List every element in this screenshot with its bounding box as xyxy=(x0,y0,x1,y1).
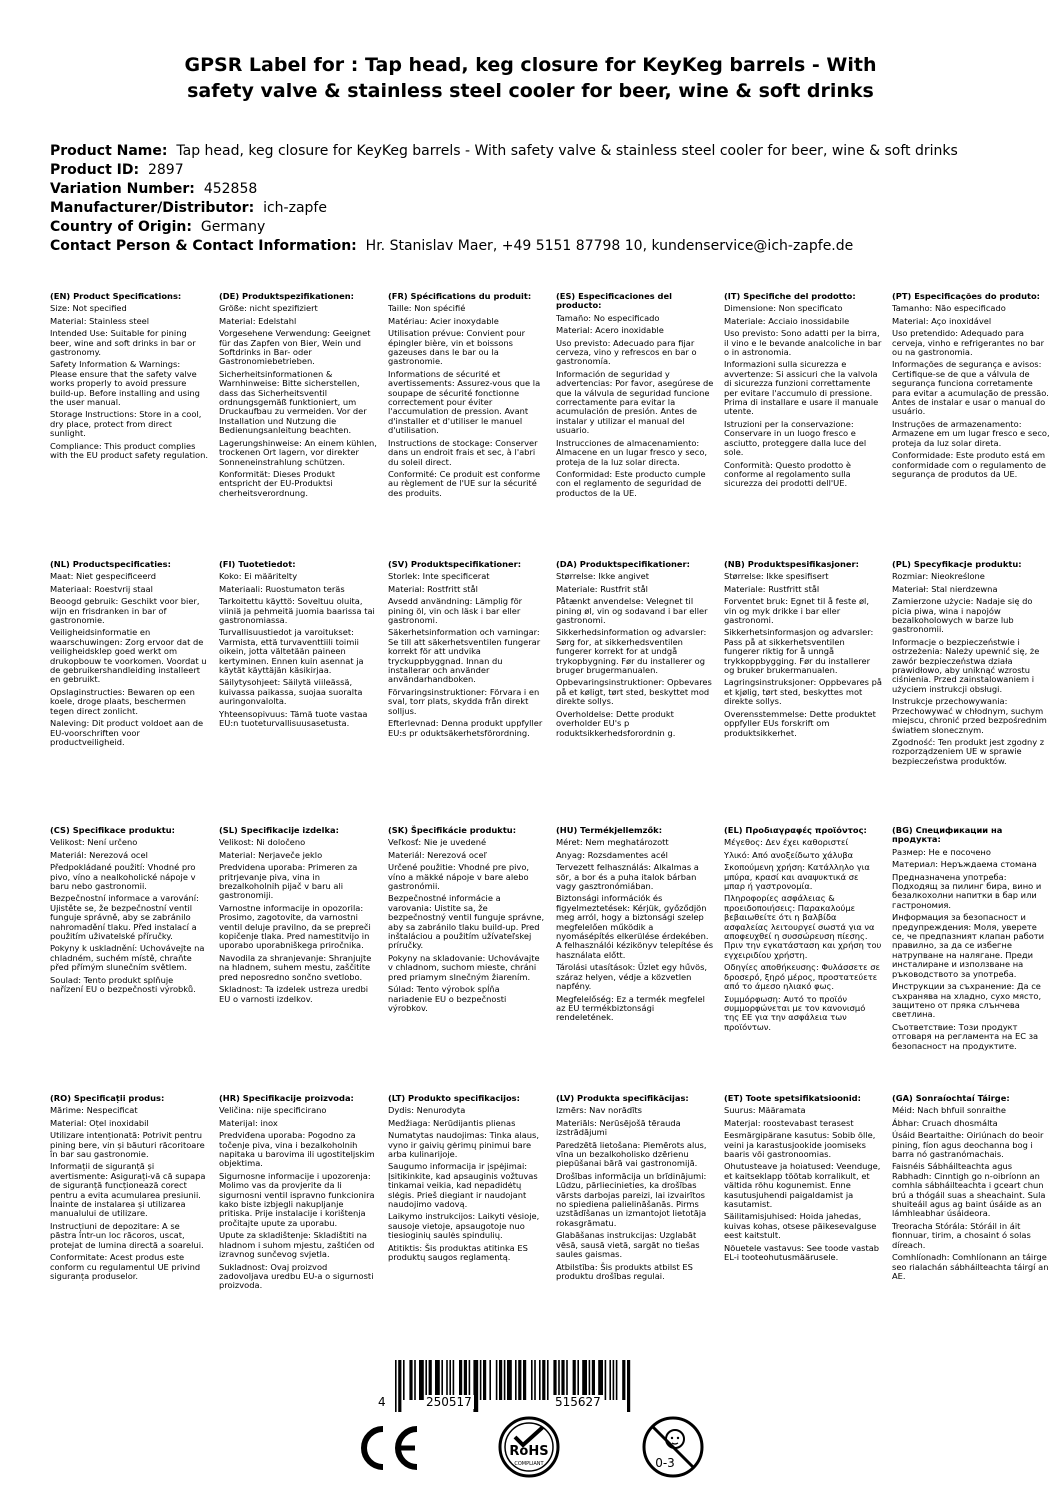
spec-paragraph: Material: Edelstahl xyxy=(219,315,297,326)
spec-paragraph: Overholdelse: Dette produkt overholder EU's p roduktsikkerhedsforordnin g. xyxy=(556,708,676,738)
spec-paragraph: Veľkosť: Nie je uvedené xyxy=(388,837,487,848)
spec-block xyxy=(50,1094,208,1281)
spec-paragraph: Conformità: Questo prodotto è conforme al regolamento sulla sicurezza dei prodotti dell'UE. xyxy=(724,459,851,489)
spec-paragraph: Upute za skladištenje: Skladištiti na hladnom i suhom mjestu, zaštićen od izravnog sunčevog svjetla. xyxy=(219,1230,375,1260)
spec-paragraph: Comhlíonadh: Comhlíonann an táirge seo rialachán sábháilteachta táirgí an AE. xyxy=(892,1252,1049,1281)
spec-paragraph: Size: Not specified xyxy=(50,303,127,314)
barcode-bar xyxy=(441,1360,443,1400)
info-label: Product Name: xyxy=(50,143,168,159)
info-value: 2897 xyxy=(147,162,184,178)
spec-paragraph: Materiál: Nerezová ocel xyxy=(50,849,148,860)
info-value: Tap head, keg closure for KeyKeg barrels - With safety valve & stainless steel cooler for beer, wine & soft drinks xyxy=(176,143,958,159)
spec-paragraph: Συμμόρφωση: Αυτό το προϊόν συμμορφώνεται με τον κανονισμό της ΕΕ για την ασφάλεια των προϊόντων. xyxy=(724,993,866,1032)
spec-paragraph: Opslaginstructies: Bewaren op een koele, droge plaats, beschermen tegen direct zonlicht. xyxy=(50,686,195,716)
spec-paragraph: Drošības informācija un brīdinājumi: Lūdzu, pārliecinieties, ka drošības vārsts darbojas pareizi, lai izvairītos no spiediena palielināšanās. Pirms uzstādīšanas un izmantojot lietotāja rokasgrāmatu. xyxy=(556,1170,707,1228)
spec-heading: (PT) Especificações do produto: xyxy=(892,291,1040,301)
barcode-bar xyxy=(515,1360,517,1400)
spec-paragraph: Predvidena uporaba: Primeren za pritrjevanje piva, vina in brezalkoholnih pijač v baru ali gastronomiji. xyxy=(219,862,358,901)
spec-heading: (BG) Спецификации на продукта: xyxy=(892,825,1003,845)
spec-paragraph: Tervezett felhasználás: Alkalmas a sör, a bor és a puha italok bárban vagy gasztronómiában. xyxy=(556,862,699,892)
spec-paragraph: Medžiaga: Nerūdijantis plienas xyxy=(388,1117,516,1128)
spec-paragraph: Materiaali: Ruostumaton teräs xyxy=(219,583,345,594)
spec-paragraph: Méid: Nach bhfuil sonraithe xyxy=(892,1105,1007,1116)
barcode-bar xyxy=(504,1360,506,1400)
spec-paragraph: Dimensione: Non specificato xyxy=(724,303,843,314)
spec-paragraph: Förvaringsinstruktioner: Förvara i en sval, torr plats, skydda från direkt solljus. xyxy=(388,686,540,716)
barcode-bar xyxy=(613,1360,615,1400)
spec-paragraph: Soulad: Tento produkt splňuje nařízení EU o bezpečnosti výrobků. xyxy=(50,974,196,995)
barcode-bar xyxy=(483,1360,486,1400)
spec-paragraph: Инструкции за съхранение: Да се съхранява на хладно, сухо място, защитено от пряка слънчева светлина. xyxy=(892,981,1042,1020)
info-row-manufacturer xyxy=(50,199,1040,218)
spec-heading: (DA) Produktspecifikationer: xyxy=(556,559,690,569)
barcode-bar xyxy=(499,1360,502,1400)
product-info xyxy=(50,142,1040,256)
barcode-bar xyxy=(547,1360,549,1400)
spec-block xyxy=(388,292,546,498)
barcode-bar xyxy=(582,1360,587,1400)
spec-paragraph: Størrelse: Ikke spesifisert xyxy=(724,571,829,582)
barcode-bar xyxy=(592,1360,595,1400)
spec-block xyxy=(50,826,208,995)
spec-paragraph: Påtænkt anvendelse: Velegnet til pining øl, vin og sodavand i bar eller gastronomi. xyxy=(556,596,708,626)
spec-paragraph: Uso previsto: Sono adatti per la birra, il vino e le bevande analcoliche in bar o in astronomia. xyxy=(724,328,882,358)
barcode-bar xyxy=(609,1360,611,1400)
barcode-digits-right: 515627 xyxy=(555,1395,601,1409)
ce-mark-icon xyxy=(353,1423,423,1473)
spec-paragraph: Taille: Non spécifié xyxy=(388,303,466,314)
spec-paragraph: Informações de segurança e avisos: Certifique-se de que a válvula de segurança funciona corretamente para evitar a acumulação de pressão. Antes de instalar e usar o manual do usuário. xyxy=(892,359,1049,417)
info-label: Variation Number: xyxy=(50,181,195,197)
spec-paragraph: Koko: Ei määritelty xyxy=(219,571,298,582)
spec-paragraph: Uso previsto: Adecuado para fijar cerveza, vino y refrescos en bar o gastronomía. xyxy=(556,337,697,367)
spec-paragraph: Beoogd gebruik: Geschikt voor bier, wijn en frisdranken in bar of gastronomie. xyxy=(50,596,200,626)
spec-paragraph: Istruzioni per la conservazione: Conservare in un luogo fresco e asciutto, proteggere dalla luce del sole. xyxy=(724,418,867,458)
spec-paragraph: Konformität: Dieses Produkt entspricht der EU-Produktsi cherheitsverordnung. xyxy=(219,468,335,498)
barcode-bar xyxy=(398,1360,401,1412)
spec-paragraph: Určené použitie: Vhodné pre pivo, víno a mäkké nápoje v bare alebo gastronómii. xyxy=(388,862,530,892)
spec-paragraph: Ábhar: Cruach dhosmálta xyxy=(892,1117,998,1128)
barcode-bar xyxy=(539,1360,541,1400)
barcode-bar xyxy=(464,1360,467,1400)
spec-heading: (IT) Specifiche del prodotto: xyxy=(724,291,856,301)
spec-paragraph: Material: Oțel inoxidabil xyxy=(50,1117,149,1128)
spec-heading: (CS) Specifikace produktu: xyxy=(50,825,175,835)
spec-paragraph: Veiligheidsinformatie en waarschuwingen: Zorg ervoor dat de veiligheidsklep goed werkt om drukopbouw te voorkomen. Voordat u de gebruikershandleiding installeert en gebruikt. xyxy=(50,627,207,685)
barcode-bar xyxy=(429,1360,432,1400)
barcode-bar xyxy=(507,1360,512,1400)
spec-heading: (SL) Specifikacije izdelka: xyxy=(219,825,339,835)
barcode-digits-left: 250517 xyxy=(426,1395,472,1409)
spec-heading: (EN) Product Specifications: xyxy=(50,291,182,301)
rohs-compliant-icon xyxy=(497,1415,561,1479)
info-label: Product ID: xyxy=(50,162,140,178)
spec-block xyxy=(556,560,714,738)
spec-paragraph: Предназначена употреба: Подходящ за пилинг бира, вино и безалкохолни напитки в бар или гастрономия. xyxy=(892,871,1042,910)
spec-block xyxy=(219,1094,377,1291)
spec-paragraph: Rozmiar: Nieokreślone xyxy=(892,571,985,582)
barcode-bar xyxy=(395,1360,397,1412)
spec-block xyxy=(50,560,208,747)
barcode-bar xyxy=(453,1360,455,1400)
barcode-bar xyxy=(577,1360,579,1400)
spec-heading: (NL) Productspecificaties: xyxy=(50,559,171,569)
spec-heading: (LV) Produkta specifikācijas: xyxy=(556,1093,689,1103)
spec-paragraph: Размер: Не е посочено xyxy=(892,846,991,857)
spec-paragraph: Material: Rostfritt stål xyxy=(388,583,478,594)
barcode-bar xyxy=(403,1360,405,1400)
spec-paragraph: Säilitamisjuhised: Hoida jahedas, kuivas kohas, otsese päikesevalguse eest kaitstult. xyxy=(724,1211,877,1241)
spec-paragraph: Faisnéis Sábháilteachta agus Rabhadh: Cinntigh go n-oibríonn an comhla sábháilteachta i gceart chun brú a thógáil suas a sheachaint. Sula shuiteáil agus ag baint úsáide as an lámhleabhar úsáideora. xyxy=(892,1161,1046,1219)
spec-paragraph: Anyag: Rozsdamentes acél xyxy=(556,849,668,860)
spec-paragraph: Compliance: This product complies with the EU product safety regulation. xyxy=(50,440,209,461)
spec-block xyxy=(556,292,714,498)
info-label: Contact Person & Contact Information: xyxy=(50,238,357,254)
barcode-bar xyxy=(419,1360,424,1400)
spec-paragraph: Skladnost: Ta izdelek ustreza uredbi EU o varnosti izdelkov. xyxy=(219,984,369,1004)
spec-heading: (FR) Spécifications du produit: xyxy=(388,291,532,301)
spec-paragraph: Eesmärgipärane kasutus: Sobib õlle, veini ja karastusjookide joomiseks baaris või gastronoomias. xyxy=(724,1130,876,1160)
spec-paragraph: Lagerungshinweise: An einem kühlen, trockenen Ort lagern, vor direkter Sonneneinstrahlung schützen. xyxy=(219,437,377,467)
spec-paragraph: Zamierzone użycie: Nadaje się do picia piwa, wina i napojów bezalkoholowych w barze lub gastronomii. xyxy=(892,596,1033,635)
barcode-bar xyxy=(531,1360,533,1400)
spec-paragraph: Størrelse: Ikke angivet xyxy=(556,571,650,582)
spec-paragraph: Tarkoitettu käyttö: Soveltuu oluita, viiniä ja pehmeitä juomia baarissa tai gastronomiassa. xyxy=(219,596,375,626)
spec-paragraph: Súlad: Tento výrobok spĺňa nariadenie EU o bezpečnosti výrobkov. xyxy=(388,984,507,1013)
barcode-digit-lead: 4 xyxy=(378,1395,386,1409)
spec-paragraph: Информация за безопасност и предупреждения: Моля, уверете се, че предпазният клапан работи правилно, за да се избегне натрупване на налягане. Преди инсталиране и използване на ръководството за употреба. xyxy=(892,912,1045,979)
spec-paragraph: Velikost: Ni določeno xyxy=(219,837,306,848)
barcode-bar xyxy=(409,1360,412,1400)
spec-paragraph: Instructions de stockage: Conserver dans un endroit frais et sec, à l'abri du soleil direct. xyxy=(388,437,538,467)
spec-paragraph: Bezpečnostné informácie a varovania: Uistite sa, že bezpečnostný ventil funguje správne, aby sa zabránilo tlaku build-up. Pred inštaláciou a použitím užívateľskej príručky. xyxy=(388,893,545,951)
spec-paragraph: Ohutusteave ja hoiatused: Veenduge, et kaitseklapp töötab korralikult, et vältida rõhu kogunemist. Enne kasutusjuhendi paigaldamist ja kasutamist. xyxy=(724,1161,881,1210)
spec-paragraph: Materiale: Rustfritt stål xyxy=(724,583,820,594)
spec-paragraph: Informacje o bezpieczeństwie i ostrzeżenia: Należy upewnić się, że zawór bezpieczeństwa działa prawidłowo, aby uniknąć wzrostu ciśnienia. Przed zainstalowaniem i użyciem instrukcji obsługi. xyxy=(892,636,1040,694)
spec-paragraph: Atbilstība: Šis produkts atbilst ES produktu drošības regulai. xyxy=(556,1261,693,1281)
spec-heading: (ET) Toote spetsifikatsioonid: xyxy=(724,1093,861,1103)
title-line-1: GPSR Label for : Tap head, keg closure for KeyKeg barrels - With xyxy=(184,54,877,76)
spec-paragraph: Naleving: Dit product voldoet aan de EU-voorschriften voor productveiligheid. xyxy=(50,718,204,747)
barcode-bar xyxy=(469,1360,471,1400)
spec-paragraph: Laikymo instrukcijos: Laikyti vėsioje, sausoje vietoje, apsaugotoje nuo tiesioginių saulės spindulių. xyxy=(388,1211,540,1241)
spec-paragraph: Información de seguridad y advertencias: Por favor, asegúrese de que la válvula de seguridad funcione correctamente para evitar la acumulación de presión. Antes de instalar y utilizar el manual del usuario. xyxy=(556,368,714,436)
spec-paragraph: Předpokládané použití: Vhodné pro pivo, víno a nealkoholické nápoje v baru nebo gastronomii. xyxy=(50,862,196,892)
spec-paragraph: Informazioni sulla sicurezza e avvertenze: Si assicuri che la valvola di sicurezza funzioni correttamente per evitare l'accumulo di pressione. Prima di installare e usare il manuale utente. xyxy=(724,359,879,417)
spec-paragraph: Navodila za shranjevanje: Shranjujte na hladnem, suhem mestu, zaščitite pred neposredno sončno svetlobo. xyxy=(219,952,372,982)
barcode-bar xyxy=(414,1360,416,1400)
barcode-bar xyxy=(598,1360,603,1400)
barcode-bar xyxy=(534,1360,536,1400)
spec-paragraph: Méret: Nem meghatározott xyxy=(556,837,669,848)
barcode-bar xyxy=(542,1360,545,1400)
spec-paragraph: Материал: Неръждаема стомана xyxy=(892,859,1037,870)
barcode-bar xyxy=(553,1360,556,1400)
spec-paragraph: Material: Nerjaveče jeklo xyxy=(219,849,323,860)
spec-paragraph: Biztonsági információk és figyelmeztetések: Kérjük, győződjön meg arról, hogy a biztonsági szelep megfelelően működik a nyomásépítés elkerülése érdekében. A felhasználói kézikönyv telepítése és használata előtt. xyxy=(556,893,714,960)
spec-paragraph: Instrucțiuni de depozitare: A se păstra într-un loc răcoros, uscat, protejat de lumina directă a soarelui. xyxy=(50,1220,204,1250)
spec-block xyxy=(50,292,208,461)
spec-block xyxy=(556,1094,714,1281)
spec-paragraph: Materiál: Nerezová oceľ xyxy=(388,849,487,860)
spec-paragraph: Numatytas naudojimas: Tinka alaus, vyno ir gaivių gėrimų pinimui bare arba kulinarijoje. xyxy=(388,1130,540,1160)
spec-heading: (HU) Termékjellemzők: xyxy=(556,825,663,835)
spec-paragraph: Materiale: Acciaio inossidabile xyxy=(724,315,850,326)
spec-block xyxy=(892,826,1050,1051)
spec-paragraph: Tárolási utasítások: Üzlet egy hűvös, száraz helyen, védje a közvetlen napfény. xyxy=(556,962,708,992)
info-label: Manufacturer/Distributor: xyxy=(50,200,255,216)
barcode-bar xyxy=(622,1360,625,1400)
compliance-icons xyxy=(0,1415,1061,1485)
label-title xyxy=(0,52,1061,104)
spec-paragraph: Sikkerhetsinformasjon og advarsler: Pass på at sikkerhetsventilen fungerer riktig for å unngå trykkoppbygging. Før du installerer og bruker brukermanualen. xyxy=(724,627,874,676)
barcode-bar xyxy=(496,1360,498,1400)
spec-paragraph: Съответствие: Този продукт отговаря на регламента на ЕС за безопасност на продуктите. xyxy=(892,1021,1039,1051)
spec-paragraph: Pokyny na skladovanie: Uchovávajte v chladnom, suchom mieste, chráni pred priamym slnečným žiarením. xyxy=(388,952,540,982)
spec-paragraph: Informations de sécurité et avertissements: Assurez-vous que la soupape de sécurité fonctionne correctement pour éviter l'accumulation de pression. Avant d'installer et d'utiliser le manuel d'utilisation. xyxy=(388,368,541,436)
info-value: Hr. Stanislav Maer, +49 5151 87798 10, kundenservice@ich-zapfe.de xyxy=(365,238,854,254)
spec-block xyxy=(724,1094,882,1263)
spec-block xyxy=(724,826,882,1032)
spec-paragraph: Suurus: Määramata xyxy=(724,1105,806,1116)
rohs-text: RoHS xyxy=(509,1444,549,1459)
spec-paragraph: Safety Information & Warnings: Please ensure that the safety valve works properly to avoid pressure build-up. Before installing and using the user manual. xyxy=(50,359,200,408)
spec-block xyxy=(219,292,377,498)
spec-paragraph: Storage Instructions: Store in a cool, dry place, protect from direct sunlight. xyxy=(50,409,202,439)
spec-block xyxy=(724,560,882,738)
barcode-bar xyxy=(627,1360,630,1412)
spec-heading: (DE) Produktspezifikationen: xyxy=(219,291,354,301)
spec-paragraph: Turvallisuustiedot ja varoitukset: Varmista, että turvaventtiili toimii oikein, jotta vältetään paineen kertyminen. Ennen kuin asennat ja käytät käyttäjän käsikirjaa. xyxy=(219,627,364,676)
spec-paragraph: Informații de siguranță și avertismente: Asigurați-vă că supapa de siguranță funcționează corect pentru a evita acumularea presiunii. Înainte de instalarea și utilizarea manualului de utilizare. xyxy=(50,1161,206,1219)
spec-paragraph: Storlek: Inte specificerat xyxy=(388,571,490,582)
barcode-bar xyxy=(480,1360,482,1400)
barcode-bar xyxy=(566,1360,568,1400)
spec-heading: (SV) Produktspecifikationer: xyxy=(388,559,522,569)
spec-heading: (NB) Produktspesifikasjoner: xyxy=(724,559,859,569)
spec-paragraph: Nõuetele vastavus: See toode vastab EL-i tooteohutusmääruselе. xyxy=(724,1242,880,1263)
spec-paragraph: Predviđena uporaba: Pogodno za točenje piva, vina i bezalkoholnih napitaka u barovima ili ugostiteljskim objektima. xyxy=(219,1130,375,1169)
spec-paragraph: Instruções de armazenamento: Armazene em um lugar fresco e seco, proteja da luz solar direta. xyxy=(892,418,1050,448)
info-row-variation-number xyxy=(50,180,1040,199)
spec-paragraph: Izmērs: Nav norādīts xyxy=(556,1105,642,1116)
info-row-country xyxy=(50,218,1040,237)
spec-paragraph: Forventet bruk: Egnet til å feste øl, vin og myk drikke i bar eller gastronomi. xyxy=(724,596,870,626)
spec-heading: (SK) Špecifikácie produktu: xyxy=(388,825,517,835)
spec-paragraph: Sicherheitsinformationen & Warnhinweise: Bitte sicherstellen, dass das Sicherheitsventil ordnungsgemäß funktioniert, um Druckaufbau zu vermeiden. Vor der Installation und Nutzung die Bedienungsanleitung beachten. xyxy=(219,368,367,436)
spec-paragraph: Megfelelőség: Ez a termék megfelel az EU termékbiztonsági rendeletének. xyxy=(556,993,705,1023)
spec-block xyxy=(892,1094,1050,1281)
spec-paragraph: Yhteensopivuus: Tämä tuote vastaa EU:n tuoteturvallisuusasetusta. xyxy=(219,708,368,729)
spec-paragraph: Säkerhetsinformation och varningar: Se till att säkerhetsventilen fungerar korrekt för att undvika tryckuppbyggnad. Innan du installerar och använder användarhandboken. xyxy=(388,627,541,685)
spec-paragraph: Pokyny k uskladnění: Uchovávejte na chladném, suchém místě, chraňte před přímým slunečním světlem. xyxy=(50,943,205,973)
spec-paragraph: Materiał: Stal nierdzewna xyxy=(892,583,998,594)
barcode-bar xyxy=(473,1360,478,1412)
spec-block xyxy=(388,826,546,1013)
barcode-bar xyxy=(449,1360,451,1400)
spec-heading: (GA) Sonraíochtaí Táirge: xyxy=(892,1093,1010,1103)
info-value: Germany xyxy=(200,219,266,235)
spec-heading: (EL) Προδιαγραφές προϊόντος: xyxy=(724,825,867,835)
barcode-bar xyxy=(435,1360,440,1400)
spec-paragraph: Veličina: nije specificirano xyxy=(219,1105,327,1116)
spec-paragraph: Materiāls: Nerūsējošā tērauda izstrādājumi xyxy=(556,1117,681,1138)
barcode-bar xyxy=(523,1360,526,1400)
spec-paragraph: Treoracha Stórála: Stóráil in áit fionnuar, tirim, a chosaint ó solas díreach. xyxy=(892,1220,1031,1250)
spec-block xyxy=(892,560,1050,766)
spec-paragraph: Glabāšanas instrukcijas: Uzglabāt vēsā, sausā vietā, sargāt no tiešas saules gaismas. xyxy=(556,1230,700,1260)
spec-paragraph: Saugumo informacija ir įspėjimai: Įsitikinkite, kad apsauginis vožtuvas tinkamai veikia, kad nepadidėtų slėgis. Prieš diegiant ir naudojant naudojimo vadovą. xyxy=(388,1161,538,1210)
spec-paragraph: Conformité: Ce produit est conforme au règlement de l'UE sur la sécurité des produits. xyxy=(388,468,541,498)
spec-paragraph: Avsedd användning: Lämplig för pining öl, vin och läsk i bar eller gastronomi. xyxy=(388,596,523,626)
info-label: Country of Origin: xyxy=(50,219,192,235)
spec-paragraph: Utilizare intenționată: Potrivit pentru pining bere, vin și băuturi răcoritoare în bar sau gastronomie. xyxy=(50,1130,205,1160)
spec-block xyxy=(388,1094,546,1263)
info-value: ich-zapfe xyxy=(263,200,327,216)
spec-block xyxy=(892,292,1050,479)
spec-paragraph: Sigurnosne informacije i upozorenja: Molimo vas da provjerite da li sigurnosni ventil ispravno funkcionira kako biste izbjegli nakupljanje pritiska. Prije instalacije i korištenja pročitajte upute za uporabu. xyxy=(219,1170,375,1228)
spec-block xyxy=(388,560,546,738)
barcode-bar xyxy=(605,1360,607,1400)
spec-paragraph: Uso pretendido: Adequado para cerveja, vinho e refrigerantes no bar ou na gastronomia. xyxy=(892,328,1045,358)
spec-paragraph: Zgodność: Ten produkt jest zgodny z rozporządzeniem UE w sprawie bezpieczeństwa produktów. xyxy=(892,736,1045,766)
spec-paragraph: Material: Stainless steel xyxy=(50,315,150,326)
spec-paragraph: Material: Acero inoxidable xyxy=(556,325,664,336)
spec-paragraph: Maat: Niet gespecificeerd xyxy=(50,571,156,582)
spec-block xyxy=(556,826,714,1023)
barcode-bar xyxy=(425,1360,427,1400)
spec-paragraph: Matériau: Acier inoxydable xyxy=(388,315,499,326)
spec-paragraph: Paredzētā lietošana: Piemērots alus, vīna un bezalkoholisko dzērienu piepūšanai bārā vai gastronomijā. xyxy=(556,1139,707,1169)
spec-paragraph: Πληροφορίες ασφάλειας & προειδοποιήσεις: Παρακαλούμε βεβαιωθείτε ότι η βαλβίδα ασφαλείας λειτουργεί σωστά για να αποφευχθεί η συσσώρευση πίεσης. Πριν την εγκατάσταση και χρήση του εγχειριδίου χρήστη. xyxy=(724,893,882,960)
info-row-product-id xyxy=(50,161,1040,180)
spec-paragraph: Material: Aço inoxidável xyxy=(892,315,992,326)
spec-paragraph: Utilisation prévue: Convient pour épingler bière, vin et boissons gazeuses dans le bar ou la gastronomie. xyxy=(388,328,526,367)
info-value: 452858 xyxy=(203,181,258,197)
spec-heading: (ES) Especificaciones del producto: xyxy=(556,291,672,311)
spec-paragraph: Materijal: inox xyxy=(219,1117,278,1128)
spec-paragraph: Conformidad: Este producto cumple con el reglamento de seguridad de productos de la UE. xyxy=(556,468,706,498)
info-row-contact xyxy=(50,237,1040,256)
barcode-bar xyxy=(446,1360,448,1400)
info-row-product-name xyxy=(50,142,1040,161)
spec-block xyxy=(219,826,377,1004)
spec-paragraph: Οδηγίες αποθήκευσης: Φυλάσσετε σε δροσερό, ξηρό μέρος, προστατεύετε από το άμεσο ηλιακό φως. xyxy=(724,962,881,992)
not-for-children-0-3-icon xyxy=(641,1415,705,1479)
spec-paragraph: Υλικό: Από ανοξείδωτο χάλυβα xyxy=(724,849,854,860)
title-line-2: safety valve & stainless steel cooler for beer, wine & soft drinks xyxy=(187,80,874,102)
spec-paragraph: Μέγεθος: Δεν έχει καθοριστεί xyxy=(724,837,849,848)
spec-heading: (FI) Tuotetiedot: xyxy=(219,559,296,569)
spec-paragraph: Tamanho: Não especificado xyxy=(892,303,1006,314)
spec-block xyxy=(219,560,377,729)
spec-paragraph: Instrukcje przechowywania: Przechowywać w chłodnym, suchym miejscu, chronić przed bezpośrednim światłem słonecznym. xyxy=(892,696,1047,735)
barcode-bar xyxy=(459,1360,462,1400)
spec-heading: (RO) Specificații produs: xyxy=(50,1093,165,1103)
spec-heading: (LT) Produkto specifikacijos: xyxy=(388,1093,520,1103)
spec-paragraph: Dydis: Nenurodyta xyxy=(388,1105,466,1116)
barcode-bar xyxy=(558,1360,560,1400)
spec-paragraph: Intended Use: Suitable for pining beer, wine and soft drinks in bar or gastronomy. xyxy=(50,328,196,358)
spec-paragraph: Sikkerhedsinformation og advarsler: Sørg for, at sikkerhedsventilen fungerer korrekt for at undgå trykopbygning. Før du installerer og bruger brugermanualen. xyxy=(556,627,707,676)
barcode-bar xyxy=(489,1360,491,1400)
barcode-bar xyxy=(616,1360,618,1400)
spec-paragraph: Instrucciones de almacenamiento: Almacene en un lugar fresco y seco, proteja de la luz solar directa. xyxy=(556,437,708,467)
spec-paragraph: Conformidade: Este produto está em conformidade com o regulamento de segurança de produtos da UE. xyxy=(892,450,1047,479)
spec-paragraph: Overensstemmelse: Dette produktet oppfyller EUs forskrift om produktsikkerhet. xyxy=(724,708,876,738)
spec-paragraph: Materiale: Rustfrit stål xyxy=(556,583,648,594)
spec-paragraph: Atitiktis: Šis produktas atitinka ES produktų saugos reglamentą. xyxy=(388,1242,528,1263)
barcode-bar xyxy=(561,1360,564,1400)
spec-paragraph: Größe: nicht spezifiziert xyxy=(219,303,318,314)
spec-paragraph: Materjal: roostevabast terasest xyxy=(724,1117,854,1128)
spec-paragraph: Materiaal: Roestvrij staal xyxy=(50,583,153,594)
spec-paragraph: Úsáid Beartaithe: Oiriúnach do beoir pining, fíon agus deochanna bog i barra nó gastranómachais. xyxy=(892,1130,1044,1160)
spec-block xyxy=(724,292,882,489)
spec-paragraph: Opbevaringsinstruktioner: Opbevares på et køligt, tørt sted, beskyttet mod direkte sollys. xyxy=(556,677,712,707)
spec-paragraph: Lagringsinstruksjoner: Oppbevares på et kjølig, tørt sted, beskyttes mot direkte sollys. xyxy=(724,677,882,707)
age-text: 0-3 xyxy=(655,1456,675,1470)
barcode-bar xyxy=(589,1360,591,1400)
spec-paragraph: Bezpečnostní informace a varování: Ujistěte se, že bezpečnostní ventil funguje správně, aby se zabránilo nahromadění tlaku. Před instalací a použitím uživatelské příručky. xyxy=(50,893,199,942)
spec-paragraph: Vorgesehene Verwendung: Geeignet für das Zapfen von Bier, Wein und Softdrinks in Bar- oder Gastronomiebetrieben. xyxy=(219,328,371,367)
barcode-bar xyxy=(573,1360,576,1400)
barcode-bar xyxy=(518,1360,521,1400)
spec-paragraph: Säilytysohjeet: Säilytä viileässä, kuivassa paikassa, suojaa suoralta auringonvalolta. xyxy=(219,677,363,707)
spec-heading: (PL) Specyfikacje produktu: xyxy=(892,559,1022,569)
spec-paragraph: Velikost: Není určeno xyxy=(50,837,138,848)
spec-paragraph: Mărime: Nespecificat xyxy=(50,1105,138,1116)
spec-paragraph: Tamaño: No especificado xyxy=(556,312,660,323)
spec-paragraph: Sukladnost: Ovaj proizvod zadovoljava uredbu EU-a o sigurnosti proizvoda. xyxy=(219,1261,374,1291)
spec-paragraph: Conformitate: Acest produs este conform cu regulamentul UE privind siguranța produselor. xyxy=(50,1252,201,1281)
rohs-sub-text: COMPLIANT xyxy=(514,1461,544,1467)
spec-paragraph: Σκοπούμενη χρήση: Κατάλληλο για μπύρα, κρασί και αναψυκτικά σε μπαρ ή γαστρονομία. xyxy=(724,862,870,892)
spec-heading: (HR) Specifikacije proizvoda: xyxy=(219,1093,354,1103)
spec-paragraph: Efterlevnad: Denna produkt uppfyller EU:s pr oduktsäkerhetsförordning. xyxy=(388,718,543,738)
spec-paragraph: Varnostne informacije in opozorila: Prosimo, zagotovite, da varnostni ventil deluje pravilno, da se prepreči kopičenje tlaka. Pred namestitvijo in uporabo uporabniškega priročnika. xyxy=(219,902,371,951)
